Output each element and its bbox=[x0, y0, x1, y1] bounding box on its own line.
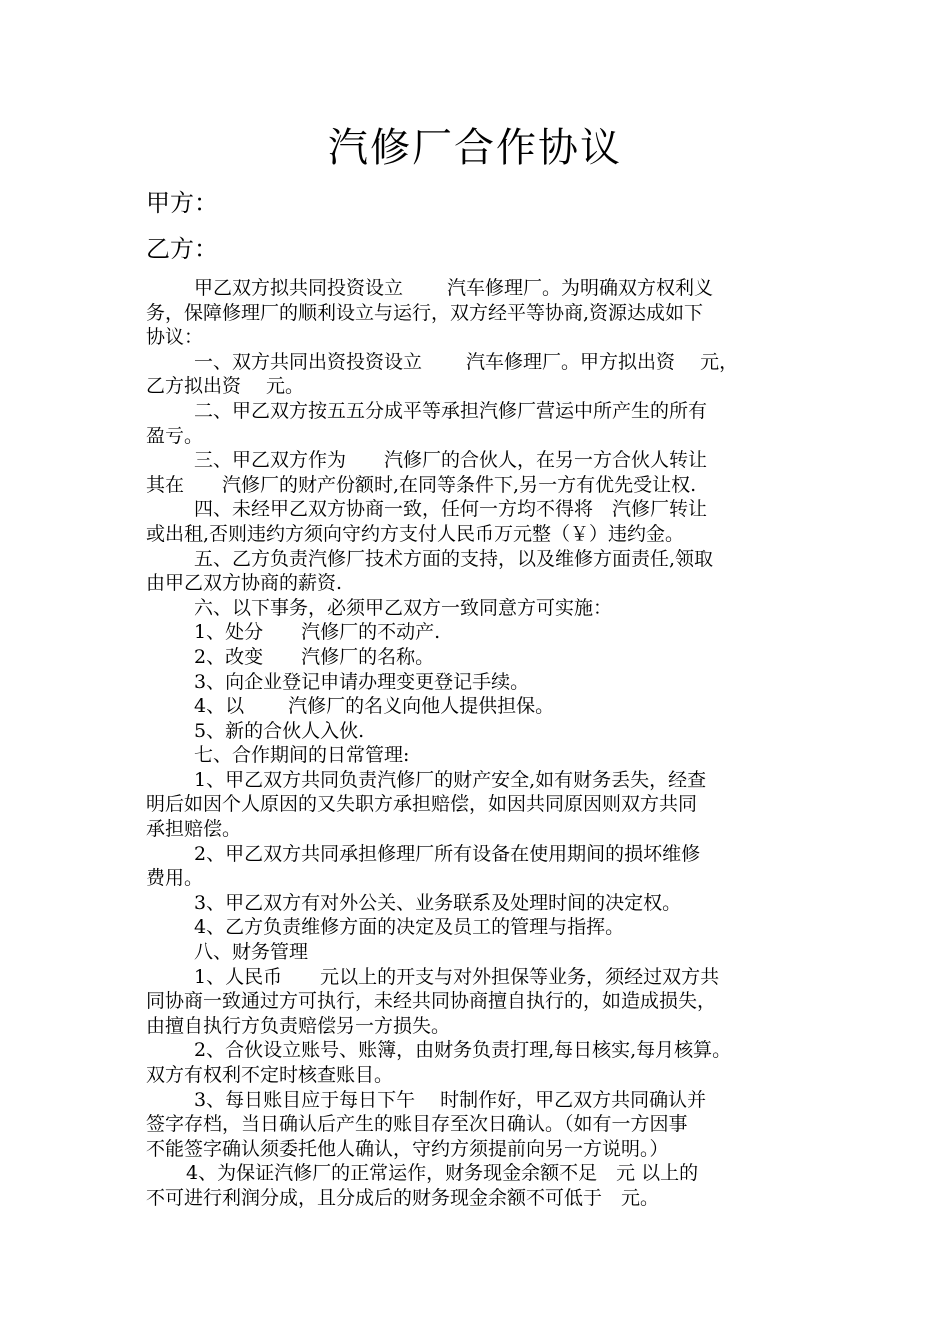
list-item-line: 费用。 bbox=[146, 867, 204, 890]
document-title: 汽修厂合作协议 bbox=[328, 125, 622, 171]
clause-line: 八、财务管理 bbox=[194, 941, 309, 964]
clause-line: 四、未经甲乙双方协商一致，任何一方均不得将 汽修厂转让 bbox=[194, 498, 708, 521]
list-item-line: 1、甲乙双方共同负责汽修厂的财产安全,如有财务丢失，经查 bbox=[194, 768, 707, 791]
list-item-line: 4、为保证汽修厂的正常运作，财务现金余额不足 元 以上的 bbox=[186, 1162, 699, 1185]
list-item-line: 4、乙方负责维修方面的决定及员工的管理与指挥。 bbox=[194, 916, 625, 939]
clause-line: 由甲乙双方协商的薪资. bbox=[146, 572, 343, 595]
list-item-line: 不可进行利润分成，且分成后的财务现金余额不可低于 元。 bbox=[146, 1186, 660, 1209]
paragraph-line: 协议： bbox=[146, 326, 204, 349]
list-item-line: 双方有权利不定时核查账目。 bbox=[146, 1064, 394, 1086]
clause-line: 或出租,否则违约方须向守约方支付人民币万元整（￥）违约金。 bbox=[146, 522, 685, 545]
clause-line: 五、乙方负责汽修厂技术方面的支持，以及维修方面责任,领取 bbox=[194, 547, 714, 570]
party-b-label: 乙方： bbox=[146, 235, 218, 263]
list-item-line: 不能签字确认须委托他人确认，守约方须提前向另一方说明。） bbox=[146, 1137, 669, 1160]
clause-line: 七、合作期间的日常管理: bbox=[194, 744, 410, 767]
list-item-line: 2、改变 汽修厂的名称。 bbox=[194, 645, 435, 668]
clause-line: 其在 汽修厂的财产份额时,在同等条件下,另一方有优先受让权. bbox=[146, 473, 697, 496]
clause-line: 六、以下事务，必须甲乙双方一致同意方可实施： bbox=[194, 596, 613, 619]
list-item-line: 签字存档，当日确认后产生的账目存至次日确认。（如有一方因事 bbox=[146, 1113, 688, 1136]
clause-line: 二、甲乙双方按五五分成平等承担汽修厂营运中所产生的所有 bbox=[194, 399, 708, 422]
list-item-line: 2、甲乙双方共同承担修理厂所有设备在使用期间的损坏维修 bbox=[194, 842, 701, 865]
list-item-line: 5、新的合伙人入伙. bbox=[194, 719, 365, 742]
list-item-line: 4、以 汽修厂的名义向他人提供担保。 bbox=[194, 695, 555, 718]
list-item-line: 1、人民币 元以上的开支与对外担保等业务，须经过双方共 bbox=[194, 965, 720, 988]
paragraph-line: 务，保障修理厂的顺利设立与运行，双方经平等协商,资源达成如下 bbox=[146, 301, 704, 324]
clause-line: 乙方拟出资 元。 bbox=[146, 375, 305, 398]
clause-line: 一、双方共同出资投资设立 汽车修理厂。甲方拟出资 元， bbox=[194, 350, 739, 373]
paragraph-line: 甲乙双方拟共同投资设立 汽车修理厂。为明确双方权利义 bbox=[194, 277, 714, 299]
list-item-line: 1、处分 汽修厂的不动产. bbox=[194, 621, 441, 644]
list-item-line: 同协商一致通过方可执行，未经共同协商擅自执行的，如造成损失， bbox=[146, 990, 717, 1013]
list-item-line: 3、每日账目应于每日下午 时制作好，甲乙双方共同确认并 bbox=[194, 1088, 707, 1111]
list-item-line: 3、向企业登记申请办理变更登记手续。 bbox=[194, 670, 530, 693]
agreement-body bbox=[146, 276, 826, 1211]
clause-line: 盈亏。 bbox=[146, 424, 204, 447]
list-item-line: 由擅自执行方负责赔偿另一方损失。 bbox=[146, 1014, 451, 1037]
list-item-line: 3、甲乙双方有对外公关、业务联系及处理时间的决定权。 bbox=[194, 891, 682, 914]
list-item-line: 承担赔偿。 bbox=[146, 818, 242, 841]
list-item-line: 2、合伙设立账号、账簿，由财务负责打理,每日核实,每月核算。 bbox=[194, 1039, 732, 1062]
party-a-label: 甲方： bbox=[146, 189, 218, 217]
clause-line: 三、甲乙双方作为 汽修厂的合伙人，在另一方合伙人转让 bbox=[194, 449, 708, 472]
list-item-line: 明后如因个人原因的又失职方承担赔偿，如因共同原因则双方共同 bbox=[146, 793, 698, 816]
